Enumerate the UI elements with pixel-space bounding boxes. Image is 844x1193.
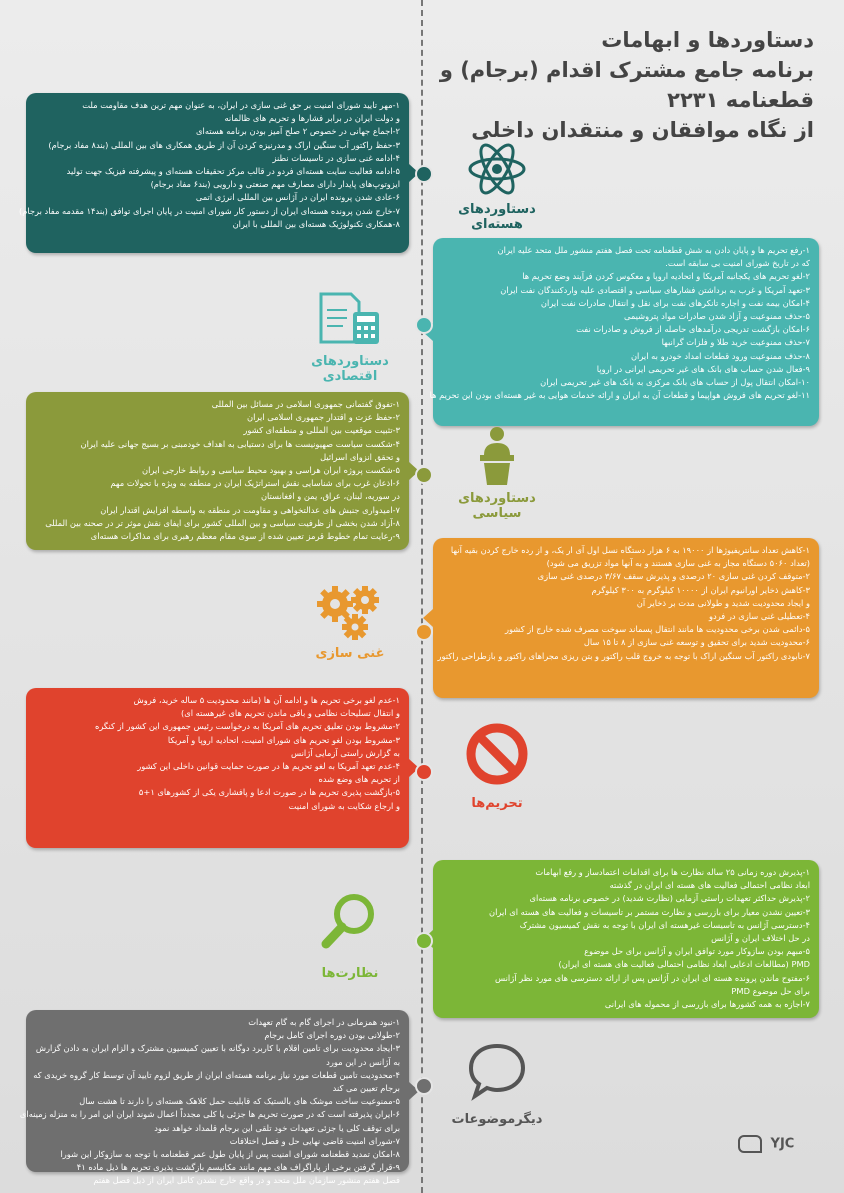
inspections-list-item: ۱-پذیرش دوره زمانی ۲۵ ساله نظارت ها برای اقدامات اعتمادساز و رفع ابهامات: [535, 867, 810, 877]
atom-icon: [466, 138, 528, 200]
title-line-3: از نگاه موافقان و منتقدان داخلی: [471, 118, 814, 142]
nuclear-list-item: ۵-ادامه فعالیت سایت هسته‌ای فردو در قالب مرکز تحقیقات هسته‌ای و پیشرفته فیزیک جهت تولید: [66, 166, 400, 177]
timeline-dot-political: [415, 466, 433, 484]
enrichment-category-label: غنی سازی: [315, 646, 385, 661]
nuclear-category: [432, 138, 562, 232]
political-list-item: ۳-تثبیت موقعیت بین المللی و منطقه‌ای کشور: [243, 425, 400, 436]
other-list-item: ۹-قرار گرفتن برخی از پاراگراف های مهم مانند مکانیسم بازگشت پذیری تحریم ها ذیل ماده ۴۱: [76, 1162, 400, 1173]
other-list-item: ۶-ایران پذیرفته است که در صورت تحریم ها جزئی یا کلی مجدداً اعمال شوند ایران این امر را به منزله زمینه‌ای: [19, 1109, 400, 1120]
political-list-item: در سوریه، لبنان، عراق، یمن و افغانستان: [260, 491, 400, 502]
sanctions-list-item: و ارجاع شکایت به شورای امنیت: [288, 800, 400, 811]
sanctions-box: [26, 688, 409, 848]
other-list-item: فصل هفتم منشور سازمان ملل متحد و در واقع خارج نشدن کامل ایران از ذیل فصل هفتم: [93, 1175, 400, 1186]
other-list-item: ۷-شورای امنیت قاضی نهایی حل و فصل اختلافات: [229, 1135, 400, 1146]
other-list-item: ۳-ایجاد محدودیت برای تامین اقلام با کاربرد دوگانه با تعیین کمیسیون مشترک و الزام ایران به دادن گزارش: [35, 1043, 400, 1054]
political-list-item: و تحقق انزوای اسرائیل: [320, 451, 400, 462]
economic-list-item: ۱۰-امکان انتقال پول از حساب های بانک مرکزی به بانک های غیر تحریمی ایران: [540, 377, 810, 388]
other-list-item: ۸-امکان تمدید قطعنامه شورای امنیت پس از پایان طول عمر قطعنامه با توجه به سازوکار این شورا: [60, 1149, 400, 1160]
economic-list-item: ۶-امکان بازگشت تدریجی درآمدهای حاصله از فروش و صادرات نفت: [576, 324, 810, 335]
political-list-item: ۹-رعایت تمام خطوط قرمز تعیین شده از سوی مقام معظم رهبری برای مذاکرات هسته‌ای: [90, 531, 400, 542]
economic-category: [285, 290, 415, 384]
economic-list-item: که در تاریخ شورای امنیت بی سابقه است.: [665, 258, 810, 269]
nuclear-list-item: ۸-همکاری تکنولوژیک هسته‌ای بین المللی با ایران: [232, 218, 400, 229]
sanctions-list-item: ۳-مشروط بودن لغو تحریم های شورای امنیت، اتحادیه اروپا و آمریکا: [167, 734, 400, 745]
enrichment-list-item: (تعداد ۵۰۶۰ دستگاه مجاز به غنی سازی هستند و به آنها مواد تزریق می شود): [546, 558, 810, 569]
nuclear-list-item: ۱-مهر تایید شورای امنیت بر حق غنی سازی در ایران، به عنوان مهم ترین هدف مقاومت ملت: [82, 100, 400, 110]
enrichment-list-item: ۳-کاهش ذخایر اورانیوم ایران از ۱۰۰۰۰ کیلوگرم به ۳۰۰ کیلوگرم: [591, 584, 810, 595]
economic-list-item: ۸-حذف ممنوعیت ورود قطعات امداد خودرو به ایران: [630, 350, 810, 361]
nuclear-list-item: و دولت ایران در برابر فشارها و تحریم های ظالمانه: [224, 113, 400, 124]
political-list-item: ۲-حفظ عزت و اقتدار جمهوری اسلامی ایران: [247, 412, 400, 423]
brand-mark-icon: [738, 1135, 762, 1153]
inspections-list-item: ۵-مبهم بودن سازوکار مورد توافق ایران و آژانس برای حل موضوع: [584, 946, 810, 957]
title-line-2: برنامه جامع مشترک اقدام (برجام) و قطعنامه ۲۲۳۱: [439, 58, 814, 112]
title-line-1: دستاوردها و ابهامات: [601, 28, 814, 52]
economic-list-item: ۱۱-لغو تحریم های فروش هواپیما و قطعات آن به ایران و ارائه خدمات هوایی به غیر هسته‌ای بودن این تحریم ها: [429, 390, 810, 401]
enrichment-list-item: ۶-محدودیت شدید برای تحقیق و توسعه غنی سازی از ۸ تا ۱۵ سال: [583, 637, 810, 648]
timeline-dot-economic: [415, 316, 433, 334]
nuclear-category-label: دستاوردهای هسته‌ای: [458, 202, 536, 232]
inspections-list-item: PMD (مطالعات ادعایی ابعاد نظامی احتمالی فعالیت های هسته ای ایران): [558, 959, 810, 970]
other-list-item: ۲-طولانی بودن دوره اجرای کامل برجام: [264, 1030, 400, 1041]
economic-list-item: ۷-حذف ممنوعیت خرید طلا و فلزات گرانبها: [661, 337, 810, 348]
enrichment-list-item: و ایجاد محدودیت شدید و طولانی مدت بر ذخایر آن: [636, 597, 810, 608]
timeline-dot-nuclear: [415, 165, 433, 183]
economic-achievements-box: [429, 238, 819, 426]
enrichment-list-item: ۱-کاهش تعداد سانتریفیوژها از ۱۹۰۰۰ به ۶ هزار دستگاه نسل اول آی ار یک، و از رده خارج کردن بقیه آنها: [450, 545, 810, 555]
magnifier-icon: [320, 890, 380, 952]
political-category: [432, 425, 562, 521]
other-issues-box: [19, 1010, 409, 1186]
other-category-label: دیگرموضوعات: [451, 1112, 543, 1127]
political-category-label: دستاوردهای سیاسی: [458, 491, 536, 521]
inspections-list-item: ۲-پذیرش حداکثر تعهدات راستی آزمایی (نظارت شدید) در خصوص برنامه هسته‌ای: [529, 893, 810, 904]
inspections-list-item: ۴-دسترسی آژانس به تاسیسات غیرهسته ای ایران با توجه به نقش کمیسیون مشترک: [519, 919, 810, 930]
enrichment-list-item: ۷-نابودی راکتور آب سنگین اراک با توجه به خروج قلب راکتور و بتن ریزی مجراهای راکتور و بازطراحی راکتور: [437, 650, 810, 661]
inspections-list-item: در حل اختلاف ایران و آژانس: [711, 933, 810, 944]
timeline-dot-inspections: [415, 932, 433, 950]
other-list-item: ۵-ممنوعیت ساخت موشک های بالستیک که قابلیت حمل کلاهک هسته‌ای را دارند تا هشت سال: [79, 1096, 400, 1107]
inspections-list-item: ابعاد نظامی احتمالی فعالیت های هسته ای ایران در گذشته: [609, 880, 810, 891]
economic-list-item: ۵-حذف ممنوعیت و آزاد شدن صادرات مواد پتروشیمی: [623, 311, 810, 322]
other-list-item: ۱-نبود همزمانی در اجرای گام به گام تعهدات: [248, 1017, 400, 1027]
economic-list-item: ۳-تعهد آمریکا و غرب به برداشتن فشارهای سیاسی و اقتصادی علیه واردکنندگان نفت ایران: [500, 284, 810, 295]
nuclear-list-item: ۶-عادی شدن پرونده ایران در آژانس بین المللی انرژی اتمی: [195, 192, 400, 203]
gears-icon: [315, 580, 385, 642]
nuclear-achievements-box: [18, 93, 409, 253]
political-list-item: ۵-شکست پروژه ایران هراسی و بهبود محیط سیاسی و روابط خارجی ایران: [142, 465, 400, 476]
speaker-podium-icon: [472, 425, 522, 487]
political-list-item: ۶-اذعان غرب برای شناسایی نقش استراتژیک ایران در منطقه به ویژه با تحولات مهم: [110, 478, 400, 489]
other-list-item: به آژانس در این مورد: [326, 1056, 400, 1067]
political-list-item: ۸-آزاد شدن بخشی از ظرفیت سیاسی و بین المللی کشور برای ایفای نقش موثر تر در صحنه بین المللی: [45, 517, 400, 528]
inspections-list-item: ۶-مفتوح ماندن پرونده هسته ای ایران در آژانس پس از ارائه دسترسی های مورد نظر آژانس: [495, 972, 810, 983]
inspections-box: [433, 860, 819, 1018]
enrichment-list-item: ۴-تعطیلی غنی سازی در فردو: [709, 611, 810, 622]
sanctions-list-item: ۲-مشروط بودن تعلیق تحریم های آمریکا به درخواست رئیس جمهوری این کشور از کنگره: [95, 721, 400, 732]
enrichment-category: [285, 580, 415, 661]
sanctions-list-item: به گزارش راستی آزمایی آژانس: [291, 747, 400, 758]
nuclear-list-item: ۴-ادامه غنی سازی در تاسیسات نطنز: [272, 152, 400, 163]
enrichment-list-item: ۵-دائمی شدن برخی محدودیت ها مانند انتقال پسماند سوخت مصرف شده خارج از کشور: [505, 624, 810, 635]
sanctions-list-item: و انتقال تسلیحات نظامی و باقی ماندن تحریم های غیرهسته ای): [180, 708, 400, 719]
political-list-item: ۷-امیدواری جنبش های عدالتخواهی و مقاومت در منطقه به واسطه افزایش اقتدار ایران: [100, 504, 400, 515]
sanctions-list-item: از تحریم های وضع شده: [318, 774, 400, 785]
sanctions-list-item: ۵-بازگشت پذیری تحریم ها در صورت ادعا و پافشاری یکی از کشورهای ۱+۵: [138, 787, 400, 798]
sanctions-category-label: تحریم‌ها: [471, 796, 523, 811]
inspections-list-item: برای حل موضوع PMD: [731, 985, 810, 996]
timeline-dot-enrichment: [415, 623, 433, 641]
page-title: [424, 25, 814, 145]
inspections-category: [285, 890, 415, 981]
enrichment-box: [433, 538, 819, 698]
other-list-item: ۴-محدودیت تامین قطعات مورد نیاز برنامه هسته‌ای ایران از طریق لزوم تایید آن توسط کار گروه خریدی که: [33, 1069, 400, 1080]
economic-list-item: ۱-رفع تحریم ها و پایان دادن به شش قطعنامه تحت فصل هفتم منشور ملل متحد علیه ایران: [497, 245, 810, 255]
economic-category-label: دستاوردهای اقتصادی: [311, 354, 389, 384]
speech-bubble-icon: [465, 1040, 529, 1102]
nuclear-list-item: ایزوتوپ‌های پایدار دارای مصارف مهم صنعتی و دارویی (بند۶ مفاد برجام): [150, 179, 400, 190]
enrichment-list-item: ۲-متوقف کردن غنی سازی ۲۰ درصدی و پذیرش سقف ۳/۶۷ درصدی غنی سازی: [537, 571, 810, 582]
nuclear-list-item: ۳-حفظ راکتور آب سنگین اراک و مدرنیزه کردن آن از طریق همکاری های بین المللی (بند۸ مفاد برجام): [48, 139, 400, 150]
political-achievements-box: [26, 392, 409, 550]
nuclear-list-item: ۲-اجماع جهانی در خصوص ۲ صلح آمیز بودن برنامه هسته‌ای: [196, 126, 400, 137]
political-list-item: ۴-شکست سیاست صهیونیست ها برای دستیابی به اهداف خودمبنی بر بسیج جهانی علیه ایران: [80, 438, 400, 449]
sanctions-list-item: ۴-عدم تعهد آمریکا به لغو تحریم ها در صورت حمایت قوانین داخلی این کشور: [137, 761, 400, 772]
political-list-item: ۱-تفوق گفتمانی جمهوری اسلامی در مسائل بین المللی: [211, 399, 400, 409]
inspections-list-item: ۷-اجازه به همه کشورها برای بازرسی از محموله های ایرانی: [604, 999, 810, 1010]
sanctions-list-item: ۱-عدم لغو برخی تحریم ها و ادامه آن ها (مانند محدودیت ۵ ساله خرید، فروش: [133, 695, 400, 705]
other-list-item: برجام تعیین می کند: [332, 1083, 400, 1094]
nuclear-list-item: ۷-خارج شدن پرونده هسته‌ای ایران از دستور کار شورای امنیت در پایان اجرای توافق (بند۱۴ مقدمه مفاد برجام): [18, 205, 400, 216]
other-list-item: برای توقف کلی یا جزئی تعهدات خود تلقی این برجام قلمداد خواهد نمود: [154, 1122, 400, 1133]
calculator-document-icon: [315, 290, 385, 348]
economic-list-item: ۴-امکان بیمه نفت و اجاره تانکرهای نفت برای نقل و انتقال صادرات نفت ایران: [540, 297, 810, 308]
inspections-category-label: نظارت‌ها: [321, 966, 379, 981]
other-category: [432, 1040, 562, 1127]
inspections-list-item: ۳-تعیین نشدن معیار برای بازرسی و نظارت مستمر بر تاسیسات و فعالیت های هسته ای ایران: [488, 906, 810, 917]
economic-list-item: ۲-لغو تحریم های یکجانبه آمریکا و اتحادیه اروپا و معکوس کردن فرآیند وضع تحریم ها: [522, 271, 810, 282]
sanctions-category: [432, 722, 562, 811]
economic-list-item: ۹-فعال شدن حساب های بانک های غیر تحریمی ایرانی در اروپا: [596, 363, 810, 374]
yjc-logo: [738, 1135, 794, 1153]
timeline-dot-other: [415, 1077, 433, 1095]
timeline-dot-sanctions: [415, 763, 433, 781]
brand-text: YJC: [770, 1136, 795, 1152]
prohibited-icon: [465, 722, 529, 786]
